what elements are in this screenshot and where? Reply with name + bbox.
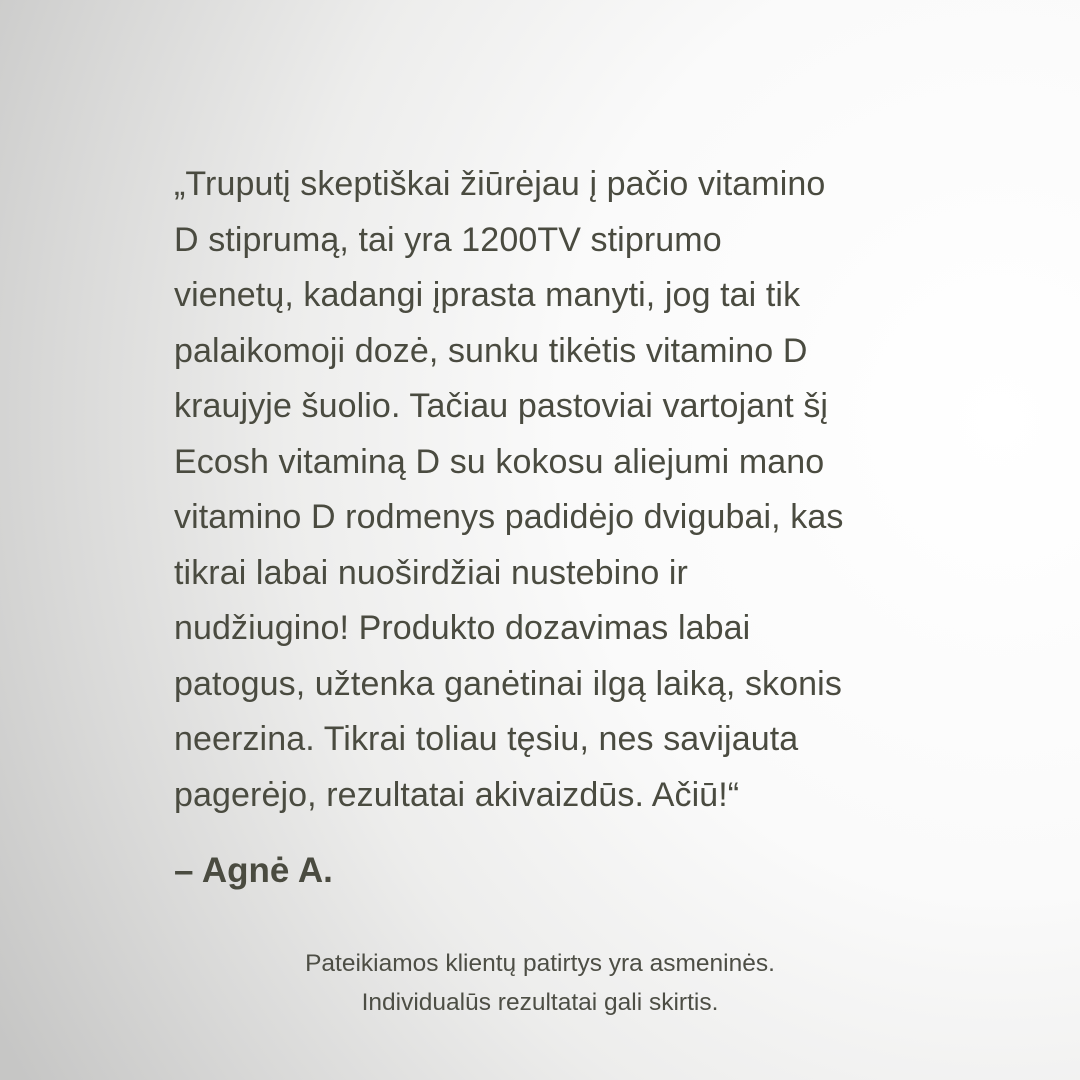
testimonial-author: – Agnė A. (174, 851, 333, 890)
quote-line: kraujyje šuolio. Tačiau pastoviai vartojant šį (174, 387, 829, 425)
quote-line: „Truputį skeptiškai žiūrėjau į pačio vitamino (174, 165, 826, 203)
quote-line: patogus, užtenka ganėtinai ilgą laiką, skonis (174, 664, 842, 703)
quote-line: pagerėjo, rezultatai akivaizdūs. Ačiū!“ (174, 775, 740, 814)
disclaimer (0, 944, 1080, 1022)
quote-line: neerzina. Tikrai toliau tęsiu, nes savijauta (174, 720, 799, 758)
disclaimer-line: Individualūs rezultatai gali skirtis. (361, 989, 719, 1016)
quote-line: Ecosh vitaminą D su kokosu aliejumi mano (174, 442, 825, 481)
quote-line: palaikomoji dozė, sunku tikėtis vitamino D (174, 331, 808, 370)
quote-line: D stiprumą, tai yra 1200TV stiprumo (174, 220, 722, 259)
disclaimer-line: Pateikiamos klientų patirtys yra asmeninės. (305, 950, 775, 977)
quote-line: vitamino D rodmenys padidėjo dvigubai, kas (174, 498, 844, 536)
testimonial-quote (174, 157, 954, 823)
quote-line: vienetų, kadangi įprasta manyti, jog tai tik (174, 276, 801, 314)
testimonial-card (174, 157, 954, 893)
quote-line: tikrai labai nuoširdžiai nustebino ir (174, 553, 688, 592)
quote-line: nudžiugino! Produkto dozavimas labai (174, 609, 751, 647)
